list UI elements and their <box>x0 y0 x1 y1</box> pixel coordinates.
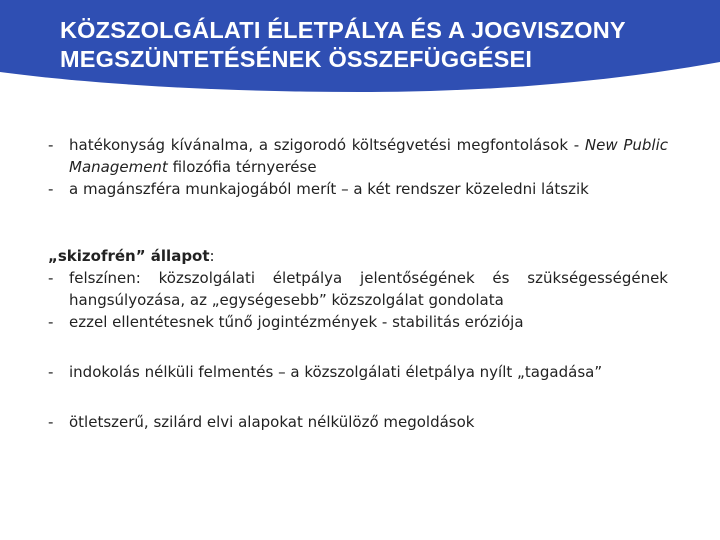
slide-title-line-2: MEGSZÜNTETÉSÉNEK ÖSSZEFÜGGÉSEI <box>60 46 533 72</box>
title-banner <box>0 0 720 98</box>
slide-body <box>48 134 668 433</box>
list-item-text: ezzel ellentétesnek tűnő jogintézmények - stabilitás eróziója <box>69 313 524 331</box>
list-item-text: ötletszerű, szilárd elvi alapokat nélkülöző megoldások <box>69 413 475 431</box>
list-item <box>48 178 668 200</box>
bullet-marker: - <box>48 313 54 331</box>
list-item <box>48 361 668 383</box>
list-item <box>48 134 668 178</box>
group-heading-bold: „skizofrén” állapot <box>48 247 210 265</box>
list-item-text: felszínen: közszolgálati életpálya jelentőségének és szükségességének hangsúlyozása, az „egységesebb” közszolgálat gondolata <box>69 269 668 309</box>
bullet-marker: - <box>48 180 54 198</box>
list-item-text: hatékonyság kívánalma, a szigorodó költségvetési megfontolások - <box>69 136 585 154</box>
list-item-text: a magánszféra munkajogából merít – a két rendszer közeledni látszik <box>69 180 589 198</box>
list-item-text-end: filozófia térnyerése <box>167 158 317 176</box>
list-item <box>48 311 668 333</box>
slide-title-line-1: KÖZSZOLGÁLATI ÉLETPÁLYA ÉS A JOGVISZONY <box>60 17 626 43</box>
list-item <box>48 411 668 433</box>
bullet-marker: - <box>48 269 54 287</box>
bullet-marker: - <box>48 136 54 154</box>
bullet-group-dismissal <box>48 361 668 383</box>
bullet-marker: - <box>48 363 54 381</box>
group-heading <box>48 245 668 267</box>
bullet-group-schizophrenic <box>48 245 668 333</box>
bullet-group-adhoc <box>48 411 668 433</box>
slide-title <box>60 16 700 74</box>
list-item <box>48 267 668 311</box>
list-item-text: indokolás nélküli felmentés – a közszolgálati életpálya nyílt „tagadása” <box>69 363 603 381</box>
bullet-marker: - <box>48 413 54 431</box>
list-item-italic-term: New Public Management <box>69 136 668 176</box>
bullet-group-efficiency <box>48 134 668 200</box>
group-heading-colon: : <box>209 247 215 265</box>
